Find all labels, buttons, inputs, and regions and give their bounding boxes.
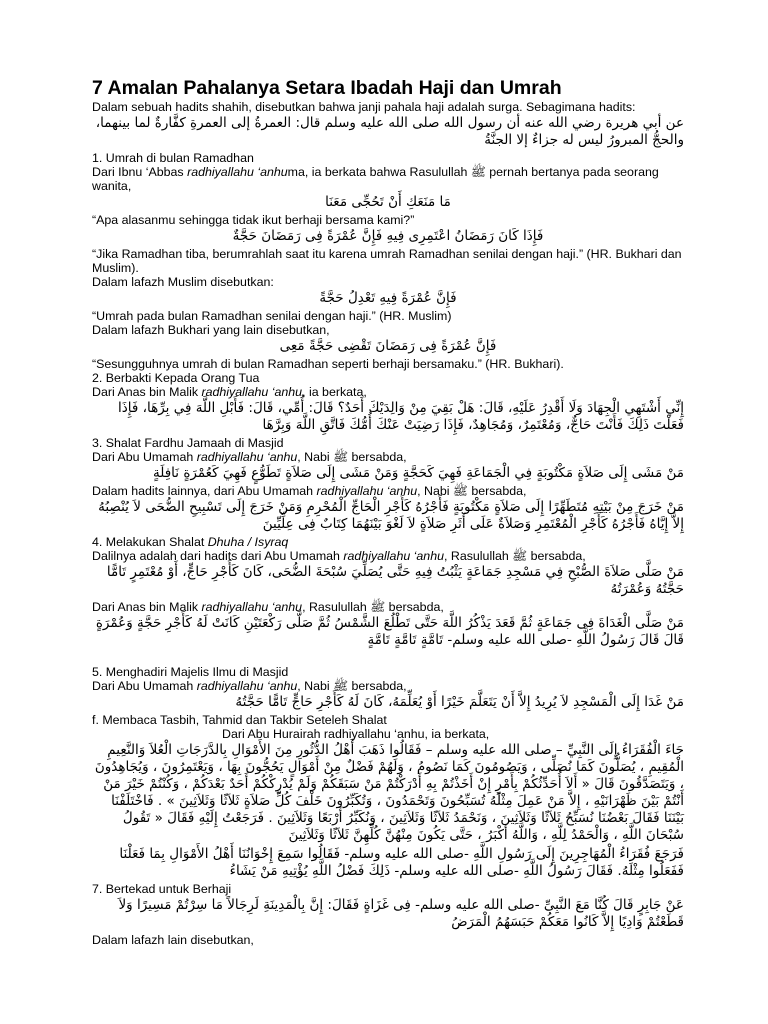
section-1-arabic-4: فَإِنَّ عُمْرَةً فِى رَمَضَانَ تَقْضِى حَجَّةً مَعِى <box>279 338 497 354</box>
intro-paragraph: Dalam sebuah hadits shahih, disebutkan bahwa janji pahala haji adalah surga. Sebagimana hadits: <box>92 100 636 114</box>
section-1-muslim-intro: Dalam lafazh Muslim disebutkan: <box>92 275 274 289</box>
section-6-arabic-1: جَاءَ الْفُقَرَاءُ إِلَى النَّبِيِّ – صلى الله عليه وسلم – فَقَالُوا ذَهَبَ أَهْلُ الدُّثُورِ مِنَ الأَمْوَالِ بِالدَّرَجَاتِ الْعُلاَ وَالنَّعِيمِ الْمُقِيمِ ، يُصَلُّونَ كَمَا نُصَلِّى ، وَيَصُومُونَ كَمَا نَصُومُ ، وَلَهُمْ فَضْلٌ مِنْ أَمْوَالٍ يَحُجُّونَ بِهَا ، وَيَعْتَمِرُونَ ، وَيُجَاهِدُونَ ، وَيَتَصَدَّقُونَ قَالَ « أَلاَ أُحَدِّثُكُمْ بِأَمْرٍ إِنْ أَخَذْتُمْ بِهِ أَدْرَكْتُمْ مَنْ سَبَقَكُمْ وَلَمْ يُدْرِكْكُمْ أَحَدٌ بَعْدَكُمْ ، وَكُنْتُمْ خَيْرَ مَنْ أَنْتُمْ بَيْنَ ظَهْرَانَيْهِ ، إِلاَّ مَنْ عَمِلَ مِثْلَهُ تُسَبِّحُونَ وَتَحْمَدُونَ ، وَتُكَبِّرُونَ خَلْفَ كُلِّ صَلاَةٍ ثَلاَثًا وَثَلاَثِينَ » . فَاخْتَلَفْنَا بَيْنَنَا فَقَالَ بَعْضُنَا نُسَبِّحُ ثَلاَثًا وَثَلاَثِينَ ، وَنَحْمَدُ ثَلاَثًا وَثَلاَثِينَ ، وَنُكَبِّرُ أَرْبَعًا وَثَلاَثِينَ . فَرَجَعْتُ إِلَيْهِ فَقَالَ « تَقُولُ سُبْحَانَ اللَّهِ ، وَالْحَمْدُ لِلَّهِ ، وَاللَّهُ أَكْبَرُ ، حَتَّى يَكُونَ مِنْهُنَّ كُلِّهِنَّ ثَلاَثًا وَثَلاَثِينَ <box>94 742 684 843</box>
section-3-arabic-2: مَنْ خَرَجَ مِنْ بَيْتِهِ مُتَطَهِّرًا إِلَى صَلاَةٍ مَكْتُوبَةٍ فَأَجْرُهُ كَأَجْرِ الْحَاجِّ الْمُحْرِمِ وَمَنْ خَرَجَ إِلَى تَسْبِيحِ الضُّحَى لاَ يُنْصِبُهُ إِلاَّ إِيَّاهُ فَأَجْرُهُ كَأَجْرِ الْمُعْتَمِرِ وَصَلاَةٌ عَلَى أَثَرِ صَلاَةٍ لاَ لَغْوَ بَيْنَهُمَا كِتَابٌ فِى عِلِّيِّينَ <box>98 499 684 532</box>
section-3-source: Dari Abu Umamah radhiyallahu ‘anhu, Nabi ﷺ bersabda, <box>92 450 407 464</box>
section-5-heading: 5. Menghadiri Majelis Ilmu di Masjid <box>92 665 289 679</box>
hadith-intro-arabic: عن أبي هريرة رضي الله عنه أن رسول الله صلى الله عليه وسلم قال: العمرةُ إلى العمرةِ كفَّارةٌ لما بينهما، والحجُّ المبرورُ ليس له جزاءٌ إلا الجنَّةُ <box>95 115 684 148</box>
section-4-source: Dalilnya adalah dari hadits dari Abu Umamah radhiyallahu ‘anhu, Rasulullah ﷺ bersabda, <box>92 549 586 563</box>
page-title: 7 Amalan Pahalanya Setara Ibadah Haji dan Umrah <box>92 77 562 99</box>
section-4-arabic-2: مَنْ صَلَّى الْغَدَاةَ فِى جَمَاعَةٍ ثُمَّ قَعَدَ يَذْكُرُ اللَّهَ حَتَّى تَطْلُعَ الشَّمْسُ ثُمَّ صَلَّى رَكْعَتَيْنِ كَانَتْ لَهُ كَأَجْرِ حَجَّةٍ وَعُمْرَةٍ قَالَ قَالَ رَسُولُ اللَّهِ -صلى الله عليه وسلم- تَامَّةٍ تَامَّةٍ تَامَّةٍ <box>95 615 684 648</box>
section-4-arabic-1: مَنْ صَلَّى صَلاَةَ الصُّبْحِ فِي مَسْجِدِ جَمَاعَةٍ يَثْبُتُ فِيهِ حَتَّى يُصَلِّيَ سُبْحَةَ الضُّحَى، كَانَ كَأَجْرِ حَاجٍّ، أَوْ مُعْتَمِرٍ تَامًّا حَجَّتُهُ وَعُمْرَتُهُ <box>106 564 684 597</box>
section-2-heading: 2. Berbakti Kepada Orang Tua <box>92 371 260 385</box>
section-1-arabic-3: فَإِنَّ عُمْرَةً فِيهِ تَعْدِلُ حَجَّةً <box>319 290 457 306</box>
section-7-arabic: عَنْ جَابِرٍ قَالَ كُنَّا مَعَ النَّبِىِّ -صلى الله عليه وسلم- فِى غَزَاةٍ فَقَالَ: إِنَّ بِالْمَدِينَةِ لَرِجَالاً مَا سِرْتُمْ مَسِيرًا وَلاَ قَطَعْتُمْ وَادِيًا إِلاَّ كَانُوا مَعَكُمْ حَبَسَهُمُ الْمَرَضُ <box>118 897 684 930</box>
section-1-translation-3: “Umrah pada bulan Ramadhan senilai dengan haji.” (HR. Muslim) <box>92 309 452 323</box>
section-3-arabic-1: مَنْ مَشَى إِلَى صَلاَةٍ مَكْتُوبَةٍ فِي الْجَمَاعَةِ فَهِيَ كَحَجَّةٍ وَمَنْ مَشَى إِلَى صَلاَةٍ تَطَوُّعٍ فَهِيَ كَعُمْرَةٍ نَافِلَةٍ <box>153 465 684 481</box>
section-4-heading: 4. Melakukan Shalat Dhuha / Isyraq <box>92 535 289 549</box>
section-1-source: Dari Ibnu ‘Abbas radhiyallahu ‘anhuma, ia berkata bahwa Rasulullah ﷺ pernah bertanya pada seorang wanita, <box>92 165 659 193</box>
section-1-arabic-2: فَإِذَا كَانَ رَمَضَانُ اعْتَمِرِى فِيهِ فَإِنَّ عُمْرَةً فِى رَمَضَانَ حَجَّةٌ <box>232 228 544 244</box>
section-7-outro: Dalam lafazh lain disebutkan, <box>92 933 254 947</box>
section-1-heading: 1. Umrah di bulan Ramadhan <box>92 151 254 165</box>
section-4-source-2: Dari Anas bin Malik radhiyallahu ‘anhu, Rasulullah ﷺ bersabda, <box>92 600 444 614</box>
section-6-arabic-2: فَرَجَعَ فُقَرَاءُ الْمُهَاجِرِينَ إِلَى رَسُولِ اللَّهِ -صلى الله عليه وسلم- فَقَالُوا سَمِعَ إِخْوَانُنَا أَهْلُ الأَمْوَالِ بِمَا فَعَلْنَا فَفَعَلُوا مِثْلَهُ. فَقَالَ رَسُولُ اللَّهِ -صلى الله عليه وسلم- ذَلِكَ فَضْلُ اللَّهِ يُؤْتِيهِ مَنْ يَشَاءُ <box>119 846 684 879</box>
section-1-bukhari-intro: Dalam lafazh Bukhari yang lain disebutkan, <box>92 323 330 337</box>
section-6-source: Dari Abu Hurairah radhiyallahu ‘anhu, ia berkata, <box>222 727 490 741</box>
section-1-translation-2: “Jika Ramadhan tiba, berumrahlah saat itu karena umrah Ramadhan senilai dengan haji.” (HR. Bukhari dan Muslim). <box>92 247 682 275</box>
section-5-source: Dari Abu Umamah radhiyallahu ‘anhu, Nabi ﷺ bersabda, <box>92 679 407 693</box>
section-2-source: Dari Anas bin Malik radhiyallahu ‘anhu, ia berkata, <box>92 385 367 399</box>
section-1-arabic-1: مَا مَنَعَكِ أَنْ تَحُجِّى مَعَنَا <box>325 194 451 210</box>
section-1-translation-1: “Apa alasanmu sehingga tidak ikut berhaji bersama kami?” <box>92 213 415 227</box>
section-1-translation-4: “Sesungguhnya umrah di bulan Ramadhan seperti berhaji bersamaku.” (HR. Bukhari). <box>92 357 564 371</box>
document-body <box>92 76 684 947</box>
section-7-heading: 7. Bertekad untuk Berhaji <box>92 882 232 896</box>
section-3-heading: 3. Shalat Fardhu Jamaah di Masjid <box>92 436 284 450</box>
section-6-heading: f. Membaca Tasbih, Tahmid dan Takbir Seteleh Shalat <box>92 713 387 727</box>
section-2-arabic: إِنِّي أَشْتَهِي الْجِهَادَ وَلَا أَقْدِرُ عَلَيْهِ، قَالَ: هَلْ بَقِيَ مِنْ وَالِدَيْكَ أَحَدٌ؟ قَالَ: أُمِّي، قَالَ: فَأَبْلِ اللَّهَ فِي بِرِّهَا، فَإِذَا فَعَلْتَ ذَلِكَ فَأَنْتَ حَاجٌّ، وَمُعْتَمِرٌ، وَمُجَاهِدٌ، فَإِذَا رَضِيَتْ عَنْكَ أُمُّكَ فَاتَّقِ اللَّهَ وَبِرَّهَا <box>117 400 684 433</box>
section-3-source-2: Dalam hadits lainnya, dari Abu Umamah radhiyallahu ‘anhu, Nabi ﷺ bersabda, <box>92 484 527 498</box>
section-5-arabic: مَنْ غَدَا إِلَى الْمَسْجِدِ لاَ يُرِيدُ إِلاَّ أَنْ يَتَعَلَّمَ خَيْرًا أَوْ يُعَلِّمَهُ، كَانَ لَهُ كَأَجْرِ حَاجٍّ تَامًّا حَجَّتُهُ <box>235 694 684 710</box>
